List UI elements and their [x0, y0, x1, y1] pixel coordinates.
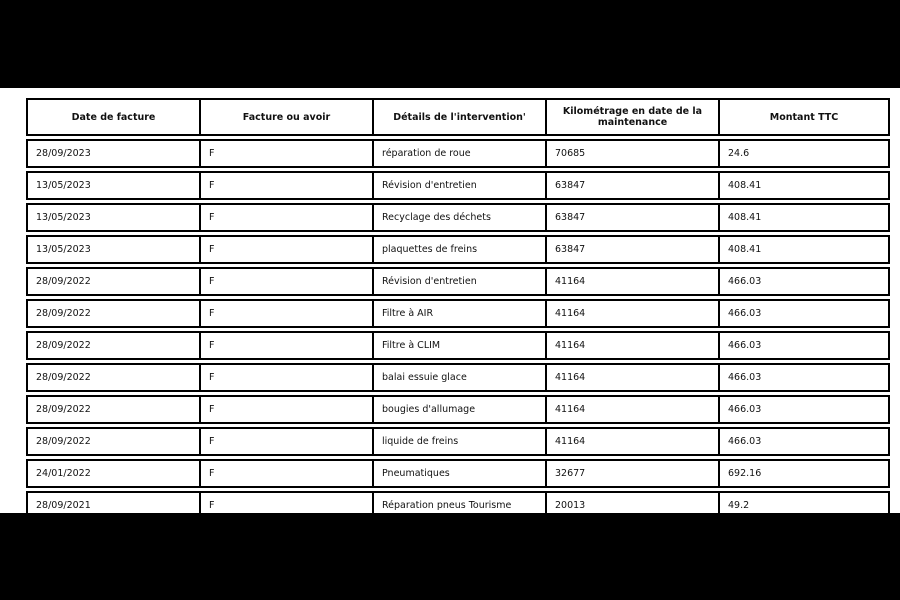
cell-mileage: 32677: [545, 459, 718, 488]
cell-date: 28/09/2022: [26, 427, 199, 456]
cell-type: F: [199, 235, 372, 264]
cell-date: 28/09/2022: [26, 395, 199, 424]
table-row: [26, 427, 890, 456]
table-row: [26, 459, 890, 488]
cell-type: F: [199, 331, 372, 360]
cell-amount: 466.03: [718, 331, 890, 360]
table-row: [26, 395, 890, 424]
header-invoice-or-credit: Facture ou avoir: [199, 98, 372, 136]
cell-details: liquide de freins: [372, 427, 545, 456]
cell-details: Filtre à CLIM: [372, 331, 545, 360]
cell-amount: 466.03: [718, 427, 890, 456]
cell-details: Révision d'entretien: [372, 267, 545, 296]
cell-mileage: 63847: [545, 235, 718, 264]
cell-mileage: 41164: [545, 427, 718, 456]
table-row: [26, 491, 890, 513]
cell-date: 28/09/2021: [26, 491, 199, 513]
table-row: [26, 299, 890, 328]
cell-details: Réparation pneus Tourisme: [372, 491, 545, 513]
cell-date: 28/09/2022: [26, 267, 199, 296]
table-row: [26, 267, 890, 296]
cell-type: F: [199, 459, 372, 488]
cell-date: 28/09/2022: [26, 331, 199, 360]
header-amount-ttc: Montant TTC: [718, 98, 890, 136]
header-intervention-details: Détails de l'intervention': [372, 98, 545, 136]
table-body: [26, 139, 890, 513]
cell-amount: 49.2: [718, 491, 890, 513]
cell-mileage: 41164: [545, 267, 718, 296]
header-invoice-date: Date de facture: [26, 98, 199, 136]
cell-mileage: 20013: [545, 491, 718, 513]
cell-type: F: [199, 427, 372, 456]
cell-date: 13/05/2023: [26, 235, 199, 264]
cell-amount: 466.03: [718, 267, 890, 296]
table-row: [26, 139, 890, 168]
cell-details: bougies d'allumage: [372, 395, 545, 424]
cell-type: F: [199, 299, 372, 328]
cell-date: 13/05/2023: [26, 203, 199, 232]
cell-type: F: [199, 139, 372, 168]
cell-details: plaquettes de freins: [372, 235, 545, 264]
table-row: [26, 171, 890, 200]
cell-amount: 408.41: [718, 235, 890, 264]
cell-amount: 466.03: [718, 395, 890, 424]
table-row: [26, 331, 890, 360]
cell-mileage: 70685: [545, 139, 718, 168]
cell-date: 24/01/2022: [26, 459, 199, 488]
table-row: [26, 235, 890, 264]
cell-type: F: [199, 171, 372, 200]
cell-amount: 466.03: [718, 363, 890, 392]
cell-date: 28/09/2022: [26, 363, 199, 392]
cell-amount: 466.03: [718, 299, 890, 328]
cell-mileage: 63847: [545, 171, 718, 200]
cell-details: Recyclage des déchets: [372, 203, 545, 232]
cell-type: F: [199, 267, 372, 296]
maintenance-invoice-table: [26, 95, 890, 513]
table-row: [26, 203, 890, 232]
cell-type: F: [199, 203, 372, 232]
cell-amount: 408.41: [718, 171, 890, 200]
cell-details: Révision d'entretien: [372, 171, 545, 200]
cell-type: F: [199, 491, 372, 513]
cell-amount: 692.16: [718, 459, 890, 488]
cell-details: réparation de roue: [372, 139, 545, 168]
cell-details: Filtre à AIR: [372, 299, 545, 328]
cell-mileage: 41164: [545, 363, 718, 392]
cell-mileage: 41164: [545, 395, 718, 424]
cell-date: 13/05/2023: [26, 171, 199, 200]
header-mileage: Kilométrage en date de la maintenance: [545, 98, 718, 136]
cell-type: F: [199, 363, 372, 392]
cell-amount: 408.41: [718, 203, 890, 232]
cell-date: 28/09/2023: [26, 139, 199, 168]
cell-details: Pneumatiques: [372, 459, 545, 488]
document-viewport: [0, 88, 900, 513]
cell-mileage: 41164: [545, 331, 718, 360]
cell-details: balai essuie glace: [372, 363, 545, 392]
cell-mileage: 41164: [545, 299, 718, 328]
cell-mileage: 63847: [545, 203, 718, 232]
table-row: [26, 363, 890, 392]
cell-type: F: [199, 395, 372, 424]
cell-amount: 24.6: [718, 139, 890, 168]
table-header-row: [26, 98, 890, 136]
cell-date: 28/09/2022: [26, 299, 199, 328]
